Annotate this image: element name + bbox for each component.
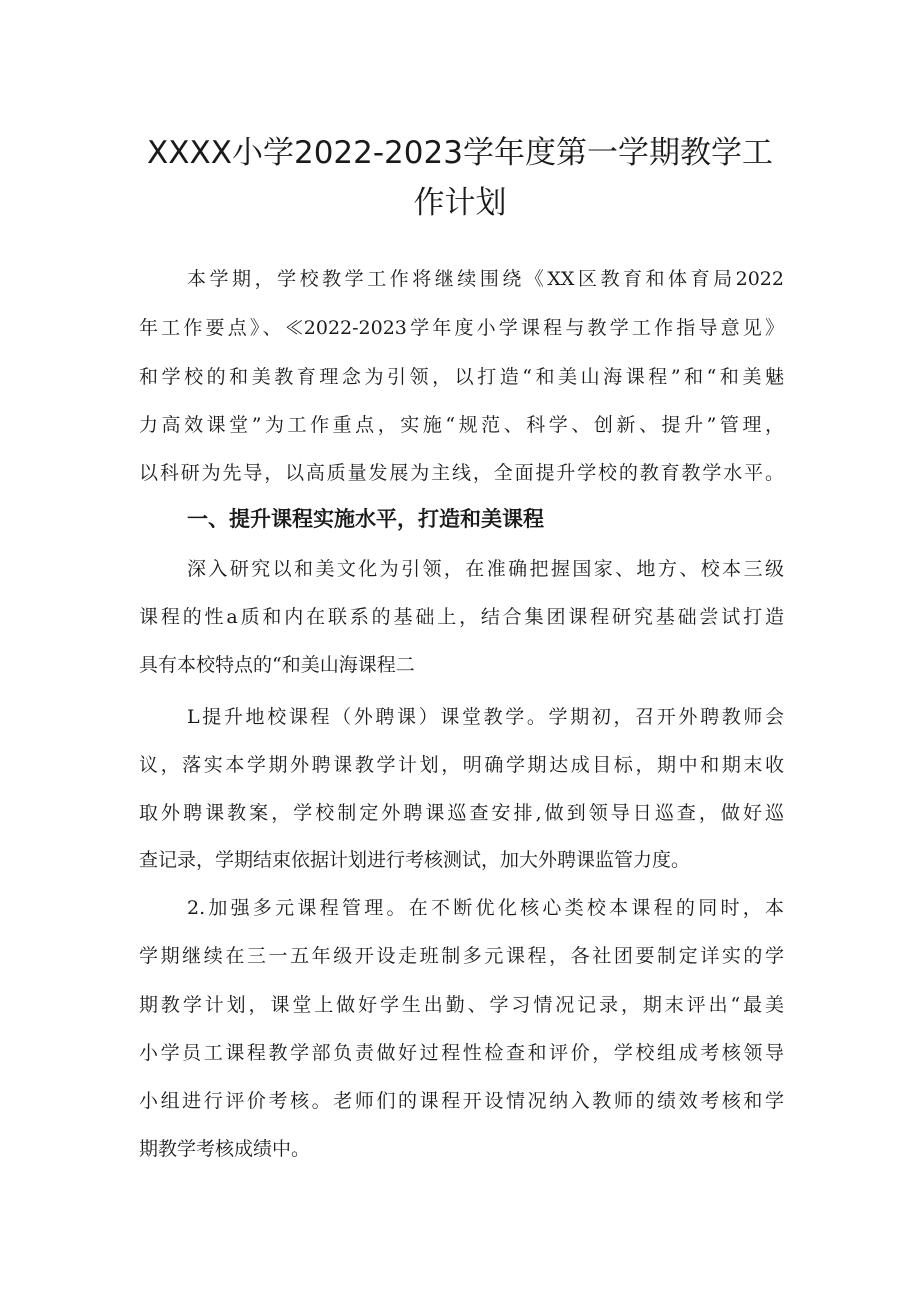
intro-line: 本学期，学校教学工作将继续围绕《XX区教育和体育局2022 bbox=[187, 268, 784, 290]
document-title-line-1: XXXX小学2022-2023学年度第一学期教学工 bbox=[147, 135, 773, 171]
document-title-line-2: 作计划 bbox=[413, 185, 507, 221]
section-1-line: 深入研究以和美文化为引领，在准确把握国家、地方、校本三级 bbox=[187, 558, 784, 580]
item-1-line: L提升地校课程（外聘课）课堂教学。学期初，召开外聘教师会 bbox=[187, 706, 784, 728]
item-2-line: 期教学考核成绩中。 bbox=[139, 1138, 311, 1160]
intro-line: 和学校的和美教育理念为引领，以打造“和美山海课程”和“和美魅 bbox=[139, 366, 784, 388]
section-1-line: 具有本校特点的“和美山海课程二 bbox=[139, 654, 415, 676]
intro-line: 力高效课堂”为工作重点，实施“规范、科学、创新、提升”管理， bbox=[139, 414, 784, 436]
item-2-line: 2.加强多元课程管理。在不断优化核心类校本课程的同时，本 bbox=[187, 897, 784, 919]
intro-line: 以科研为先导，以高质量发展为主线，全面提升学校的教育教学水平。 bbox=[139, 462, 784, 484]
item-1-line: 议，落实本学期外聘课教学计划，明确学期达成目标，期中和期末收 bbox=[139, 754, 784, 776]
item-2-line: 小学员工课程教学部负责做好过程性检查和评价，学校组成考核领导 bbox=[139, 1042, 784, 1064]
intro-line: 年工作要点》、≪2022-2023学年度小学课程与教学工作指导意见》 bbox=[139, 317, 784, 339]
section-1-line: 课程的性a质和内在联系的基础上，结合集团课程研究基础尝试打造 bbox=[139, 606, 784, 628]
item-2-line: 小组进行评价考核。老师们的课程开设情况纳入教师的绩效考核和学 bbox=[139, 1090, 784, 1112]
item-1-line: 查记录，学期结束依据计划进行考核测试，加大外聘课监管力度。 bbox=[139, 849, 691, 871]
item-2-line: 期教学计划，课堂上做好学生出勤、学习情况记录，期末评出“最美 bbox=[139, 994, 784, 1016]
item-1-line: 取外聘课教案，学校制定外聘课巡查安排,做到领导日巡查，做好巡 bbox=[139, 802, 784, 824]
item-2-line: 学期继续在三一五年级开设走班制多元课程，各社团要制定详实的学 bbox=[139, 945, 784, 967]
section-1-heading: 一、提升课程实施水平，打造和美课程 bbox=[187, 507, 544, 531]
